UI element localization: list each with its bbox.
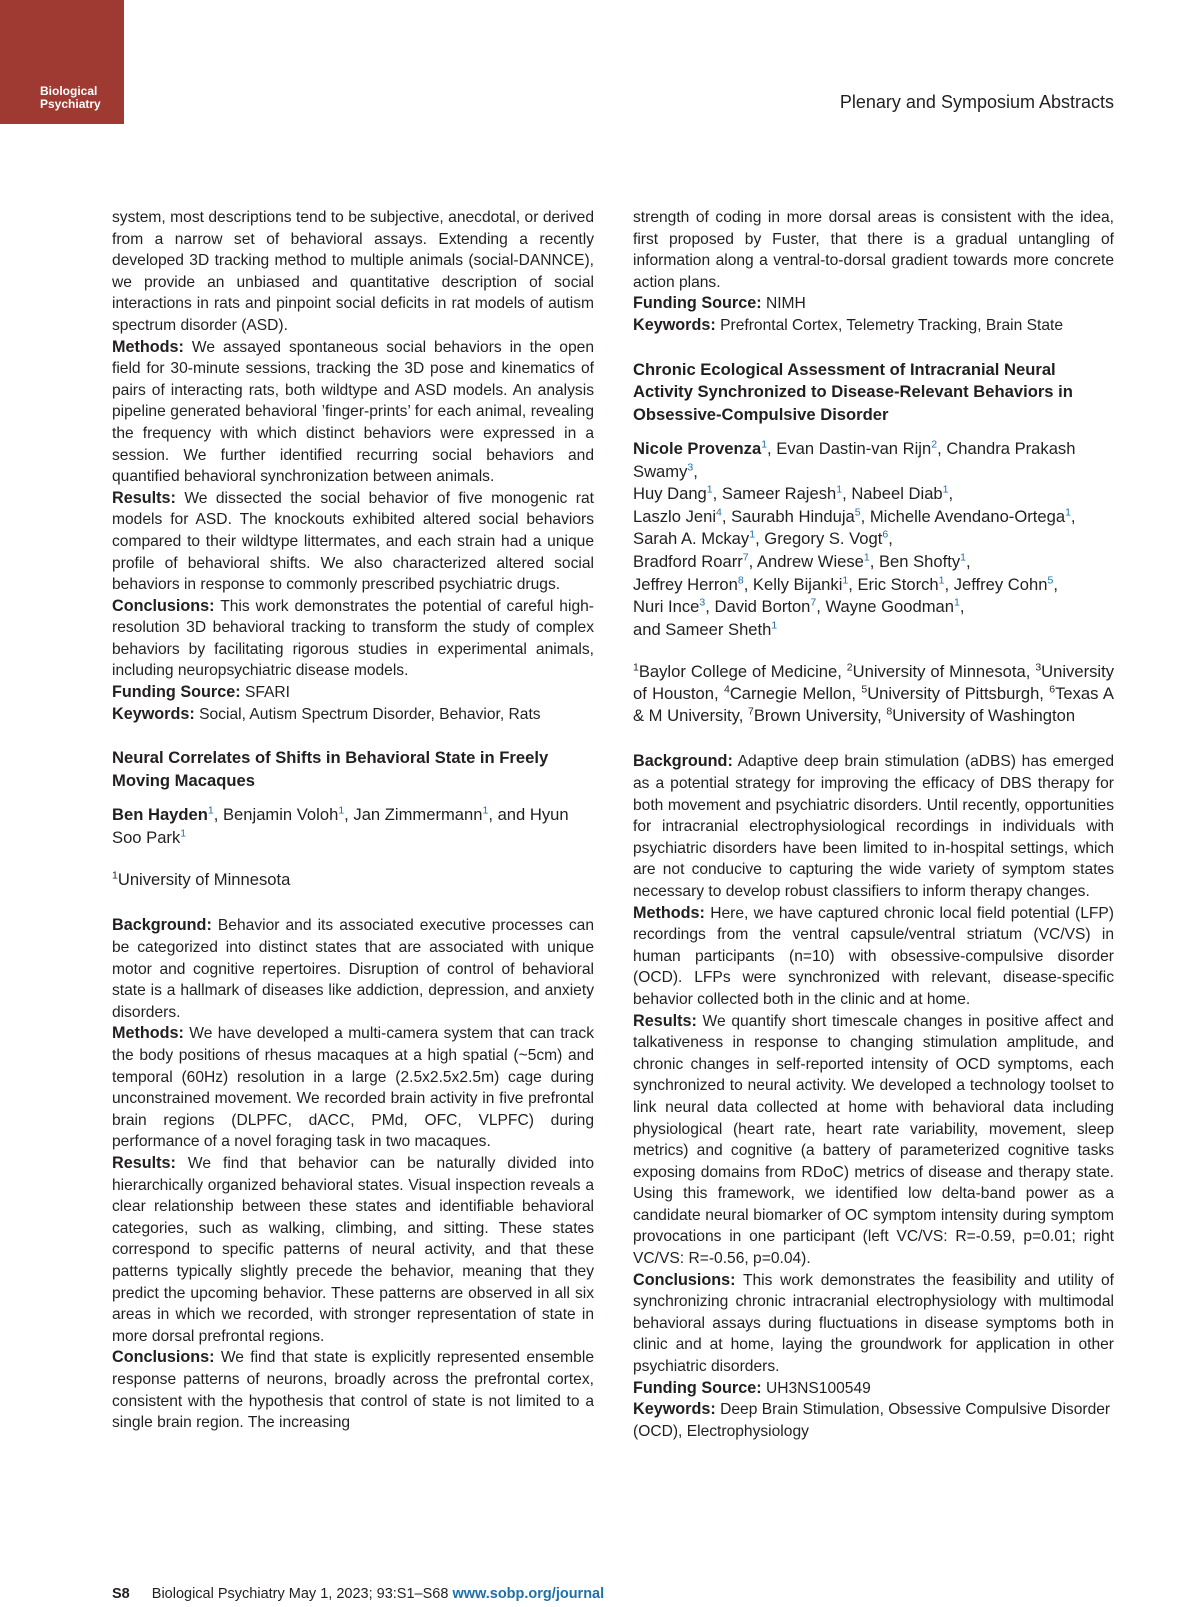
- citation: Biological Psychiatry May 1, 2023; 93:S1–S68: [151, 1586, 449, 1602]
- page-number: S8: [112, 1586, 130, 1602]
- author-name: Sarah A. Mckay: [633, 529, 750, 549]
- section-title: Plenary and Symposium Abstracts: [839, 92, 1114, 112]
- author-name: Nuri Ince: [633, 597, 700, 617]
- author-affiliation-sup: 1: [863, 551, 870, 564]
- author-affiliation-sup: 1: [1065, 506, 1071, 519]
- intro-paragraph: system, most descriptions tend to be subjective, anecdotal, or derived from a narrow set of behavioral assays. Extending a recently developed 3D tracking method to multiple animals (social-DANNCE), we provide an unbiased and quantitative description of social interactions in rats and pinpoint social deficits in rat models of autism spectrum disorder (ASD).: [112, 209, 594, 334]
- funding-line: Funding Source: NIMH: [633, 294, 806, 313]
- affiliation-name: Brown University: [753, 706, 878, 726]
- author-affiliation-sup: 7: [742, 551, 749, 564]
- author-name: Wayne Goodman: [825, 597, 955, 617]
- keywords-line: Keywords: Prefrontal Cortex, Telemetry Tracking, Brain State: [633, 315, 1064, 334]
- author-affiliation-sup: 1: [938, 574, 945, 587]
- conclusions-paragraph: Conclusions: This work demonstrates the feasibility and utility of synchronizing chronic intracranial electrophysiology with multimodal behavioral assays during fluctuations in disease symptoms both in clinic and at home, laying the groundwork for application in other psychiatric disorders.: [633, 1270, 1114, 1376]
- author-affiliation-sup: 4: [716, 506, 722, 519]
- journal-link[interactable]: www.sobp.org/journal: [452, 1586, 605, 1602]
- author-affiliation-sup: 1: [761, 438, 768, 451]
- funding-line: Funding Source: UH3NS100549: [633, 1378, 871, 1397]
- author-name: Ben Shofty: [878, 552, 961, 572]
- author-affiliation-sup: 1: [749, 528, 756, 541]
- abstract-title: Chronic Ecological Assessment of Intracranial Neural Activity Synchronized to Disease-Relevant Behaviors in Obsessive-Compulsive Disorder: [633, 359, 1073, 424]
- background-paragraph: Background: Behavior and its associated executive processes can be categorized into distinct states that are associated with unique motor and cognitive repertoires. Disruption of control of behavioral state is a hallmark of diseases like addiction, depression, and anxiety disorders.: [112, 916, 594, 1021]
- affiliation-name: University of Pittsburgh: [867, 684, 1040, 704]
- author-affiliation-sup: 1: [954, 596, 960, 609]
- author-name: Bradford Roarr: [633, 552, 743, 572]
- author-name: Nabeel Diab: [851, 484, 943, 504]
- conclusions-paragraph: Conclusions: We find that state is explicitly represented ensemble response patterns of neurons, broadly across the prefrontal cortex, consistent with the hypothesis that control of state is not limited to a single brain region. The increasing: [112, 1348, 594, 1432]
- affiliation-name: Texas A & M University: [633, 684, 1114, 726]
- affiliation-sup: 5: [861, 683, 868, 696]
- author-affiliation-sup: 8: [737, 574, 744, 587]
- author-name: Jeffrey Cohn: [953, 574, 1048, 594]
- author-affiliation-sup: 1: [706, 483, 713, 496]
- author-affiliation-sup: 1: [771, 619, 778, 632]
- journal-tab: [0, 0, 124, 124]
- affiliation-list: $^1$Baylor College of Medicine, $^2$University of Minnesota, $^3$University of Houston, $^4$Carnegie Mellon, $^5$University of Pittsburgh, $^6$Texas A & M University, $^7$Brown University, $^8$University of Washington: [633, 661, 1114, 726]
- right-column: [633, 207, 1114, 1442]
- abstract-title: Neural Correlates of Shifts in Behavioral State in Freely Moving Macaques: [112, 748, 549, 790]
- author-affiliation-sup: 1: [842, 574, 849, 587]
- author-affiliation-sup: 5: [1047, 574, 1054, 587]
- affiliation-sup: 3: [1035, 661, 1042, 674]
- funding-line: Funding Source: SFARI: [112, 683, 290, 702]
- affiliation-sup: 8: [886, 705, 893, 718]
- author-affiliation-sup: 2: [931, 438, 938, 451]
- author-name: Jeffrey Herron: [633, 574, 738, 594]
- affiliation-sup: 2: [846, 661, 853, 674]
- author-name: Michelle Avendano-Ortega: [869, 506, 1066, 526]
- methods-paragraph: Methods: We assayed spontaneous social behaviors in the open field for 30-minute sessions, tracking the 3D pose and kinematics of pairs of interacting rats, both wildtype and ASD models. An analysis pipeline generated behavioral ’finger-prints’ for each animal, revealing the frequency with which distinct behaviors were expressed in a session. We further identified recurring social behaviors and quantified behavioral synchronization between animals.: [112, 337, 594, 486]
- author-name: Sameer Sheth: [665, 619, 772, 639]
- author-affiliation-sup: 6: [882, 528, 889, 541]
- author-name: Nicole Provenza: [633, 439, 762, 459]
- journal-tab-label: Biological Psychiatry: [40, 84, 101, 111]
- conclusions-paragraph: Conclusions: This work demonstrates the potential of careful high-resolution 3D behavioral tracking to transform the study of complex behaviors by facilitating rigorous studies in experimental animals, including neuropsychiatric disease models.: [112, 596, 594, 680]
- affiliation-name: University of Houston: [633, 662, 1114, 704]
- author-affiliation-sup: 1: [942, 483, 949, 496]
- affiliation-name: University of Washington: [892, 706, 1076, 726]
- author-name: David Borton: [714, 597, 811, 617]
- results-paragraph: Results: We dissected the social behavior of five monogenic rat models for ASD. The knockouts exhibited altered social behaviors compared to their wildtype littermates, and each strain had a unique profile of behavioral shifts. We also characterized altered social behaviors in response to commonly prescribed psychiatric drugs.: [112, 488, 594, 594]
- keywords-line: Keywords: Deep Brain Stimulation, Obsessive Compulsive Disorder (OCD), Electrophysiology: [633, 1400, 1111, 1440]
- author-name: Eric Storch: [857, 574, 939, 594]
- affiliation-sup: 1: [633, 661, 639, 674]
- affiliation-name: Carnegie Mellon: [729, 684, 852, 704]
- author-affiliation-sup: 5: [854, 506, 861, 519]
- author-affiliation-sup: 7: [810, 596, 817, 609]
- affiliation-sup: 4: [723, 683, 730, 696]
- methods-paragraph: Methods: We have developed a multi-camera system that can track the body positions of rhesus macaques at a high spatial (~5cm) and temporal (60Hz) resolution in a large (2.5x2.5x2.5m) cage during unconstrained movement. We recorded brain activity in five prefrontal brain regions (DLPFC, dACC, PMd, OFC, VLPFC) during performance of a novel foraging task in two macaques.: [112, 1024, 594, 1151]
- and-word: and: [633, 619, 666, 639]
- continuation-paragraph: strength of coding in more dorsal areas is consistent with the idea, first proposed by Fuster, that there is a gradual untangling of information along a ventral-to-dorsal gradient towards more concrete action plans.: [633, 209, 1114, 291]
- methods-paragraph: Methods: Here, we have captured chronic local field potential (LFP) recordings from the ventral capsule/ventral striatum (VC/VS) in human participants (n=10) with obsessive-compulsive disorder (OCD). LFPs were synchronized with relevant, disease-specific behavior collected both in the clinic and at home.: [633, 903, 1114, 1008]
- author-affiliation-sup: 1: [960, 551, 966, 564]
- left-column: [112, 207, 594, 1434]
- author-name: Sameer Rajesh: [721, 484, 837, 504]
- author-name: Chandra Prakash Swamy: [633, 439, 1076, 481]
- author-name: Laszlo Jeni: [633, 506, 717, 526]
- background-paragraph: Background: Adaptive deep brain stimulation (aDBS) has emerged as a potential strategy for improving the efficacy of DBS therapy for both movement and psychiatric disorders. Until recently, opportunities for intracranial electrophysiological recordings in individuals with psychiatric disorders have been limited to in-hospital settings, which are not conducive to capturing the wide variety of symptom states necessary to develop robust classifiers to inform therapy changes.: [633, 752, 1114, 900]
- author-affiliation-sup: 3: [687, 461, 694, 474]
- affiliation-name: Baylor College of Medicine: [638, 662, 838, 682]
- author-name: Saurabh Hinduja: [731, 506, 855, 526]
- author-name: Huy Dang: [633, 484, 707, 504]
- author-affiliation-sup: 3: [699, 596, 706, 609]
- page-footer: [112, 1586, 604, 1602]
- author-name: Gregory S. Vogt: [764, 529, 883, 549]
- affiliation-sup: 6: [1049, 683, 1056, 696]
- affiliation-name: University of Minnesota: [852, 662, 1026, 682]
- author-name: Evan Dastin-van Rijn: [776, 439, 932, 459]
- author-name: Andrew Wiese: [756, 552, 864, 572]
- affiliation: $^1$University of Minnesota: [112, 869, 291, 890]
- affiliation-sup: 7: [747, 705, 754, 718]
- results-paragraph: Results: We find that behavior can be naturally divided into hierarchically organized behavioral states. Visual inspection reveals a clear relationship between these states and identifiable behavioral categories, such as walking, climbing, and sitting. These states correspond to specific patterns of neural activity, and that these patterns typically slightly precede the behavior, meaning that they predict the upcoming behavior. These patterns are observed in all six areas in which we recorded, with stronger representation of state in more dorsal prefrontal regions.: [112, 1153, 594, 1345]
- results-paragraph: Results: We quantify short timescale changes in positive affect and talkativeness in response to changing stimulation amplitude, and chronic changes in self-reported intensity of OCD symptoms, each synchronized to neural activity. We developed a technology toolset to link neural data collected at home with behavioral data including physiological (heart rate, heart rate variability, movement, sleep metrics) and cognitive (a battery of parameterized cognitive tasks exposing domains from RDoC) metrics of disease and therapy state. Using this framework, we identified low delta-band power as a candidate neural biomarker of OC symptom intensity during symptom provocations in one participant (left VC/VS: R=-0.59, p=0.01; right VC/VS: R=-0.56, p=0.04).: [633, 1011, 1114, 1268]
- author-list: Nicole Provenza$^1$, Evan Dastin-van Rijn$^2$, Chandra Prakash Swamy$^3$, Huy Dang$^1$, Sameer Rajesh$^1$, Nabeel Diab$^1$, Laszlo Jeni$^4$, Saurabh Hinduja$^5$, Michelle Avendano-Ortega$^1$, Sarah A. Mckay$^1$, Gregory S. Vogt$^6$, Bradford Roarr$^7$, Andrew Wiese$^1$, Ben Shofty$^1$, Jeffrey Herron$^8$, Kelly Bijanki$^1$, Eric Storch$^1$, Jeffrey Cohn$^5$, Nuri Ince$^3$, David Borton$^7$, Wayne Goodman$^1$, and Sameer Sheth$^1$: [633, 438, 1076, 639]
- author-name: Kelly Bijanki: [752, 574, 843, 594]
- keywords-line: Keywords: Social, Autism Spectrum Disorder, Behavior, Rats: [112, 704, 541, 723]
- author-list: Ben Hayden$^1$, Benjamin Voloh$^1$, Jan Zimmermann$^1$, and Hyun Soo Park$^1$: [112, 804, 569, 847]
- author-affiliation-sup: 1: [836, 483, 843, 496]
